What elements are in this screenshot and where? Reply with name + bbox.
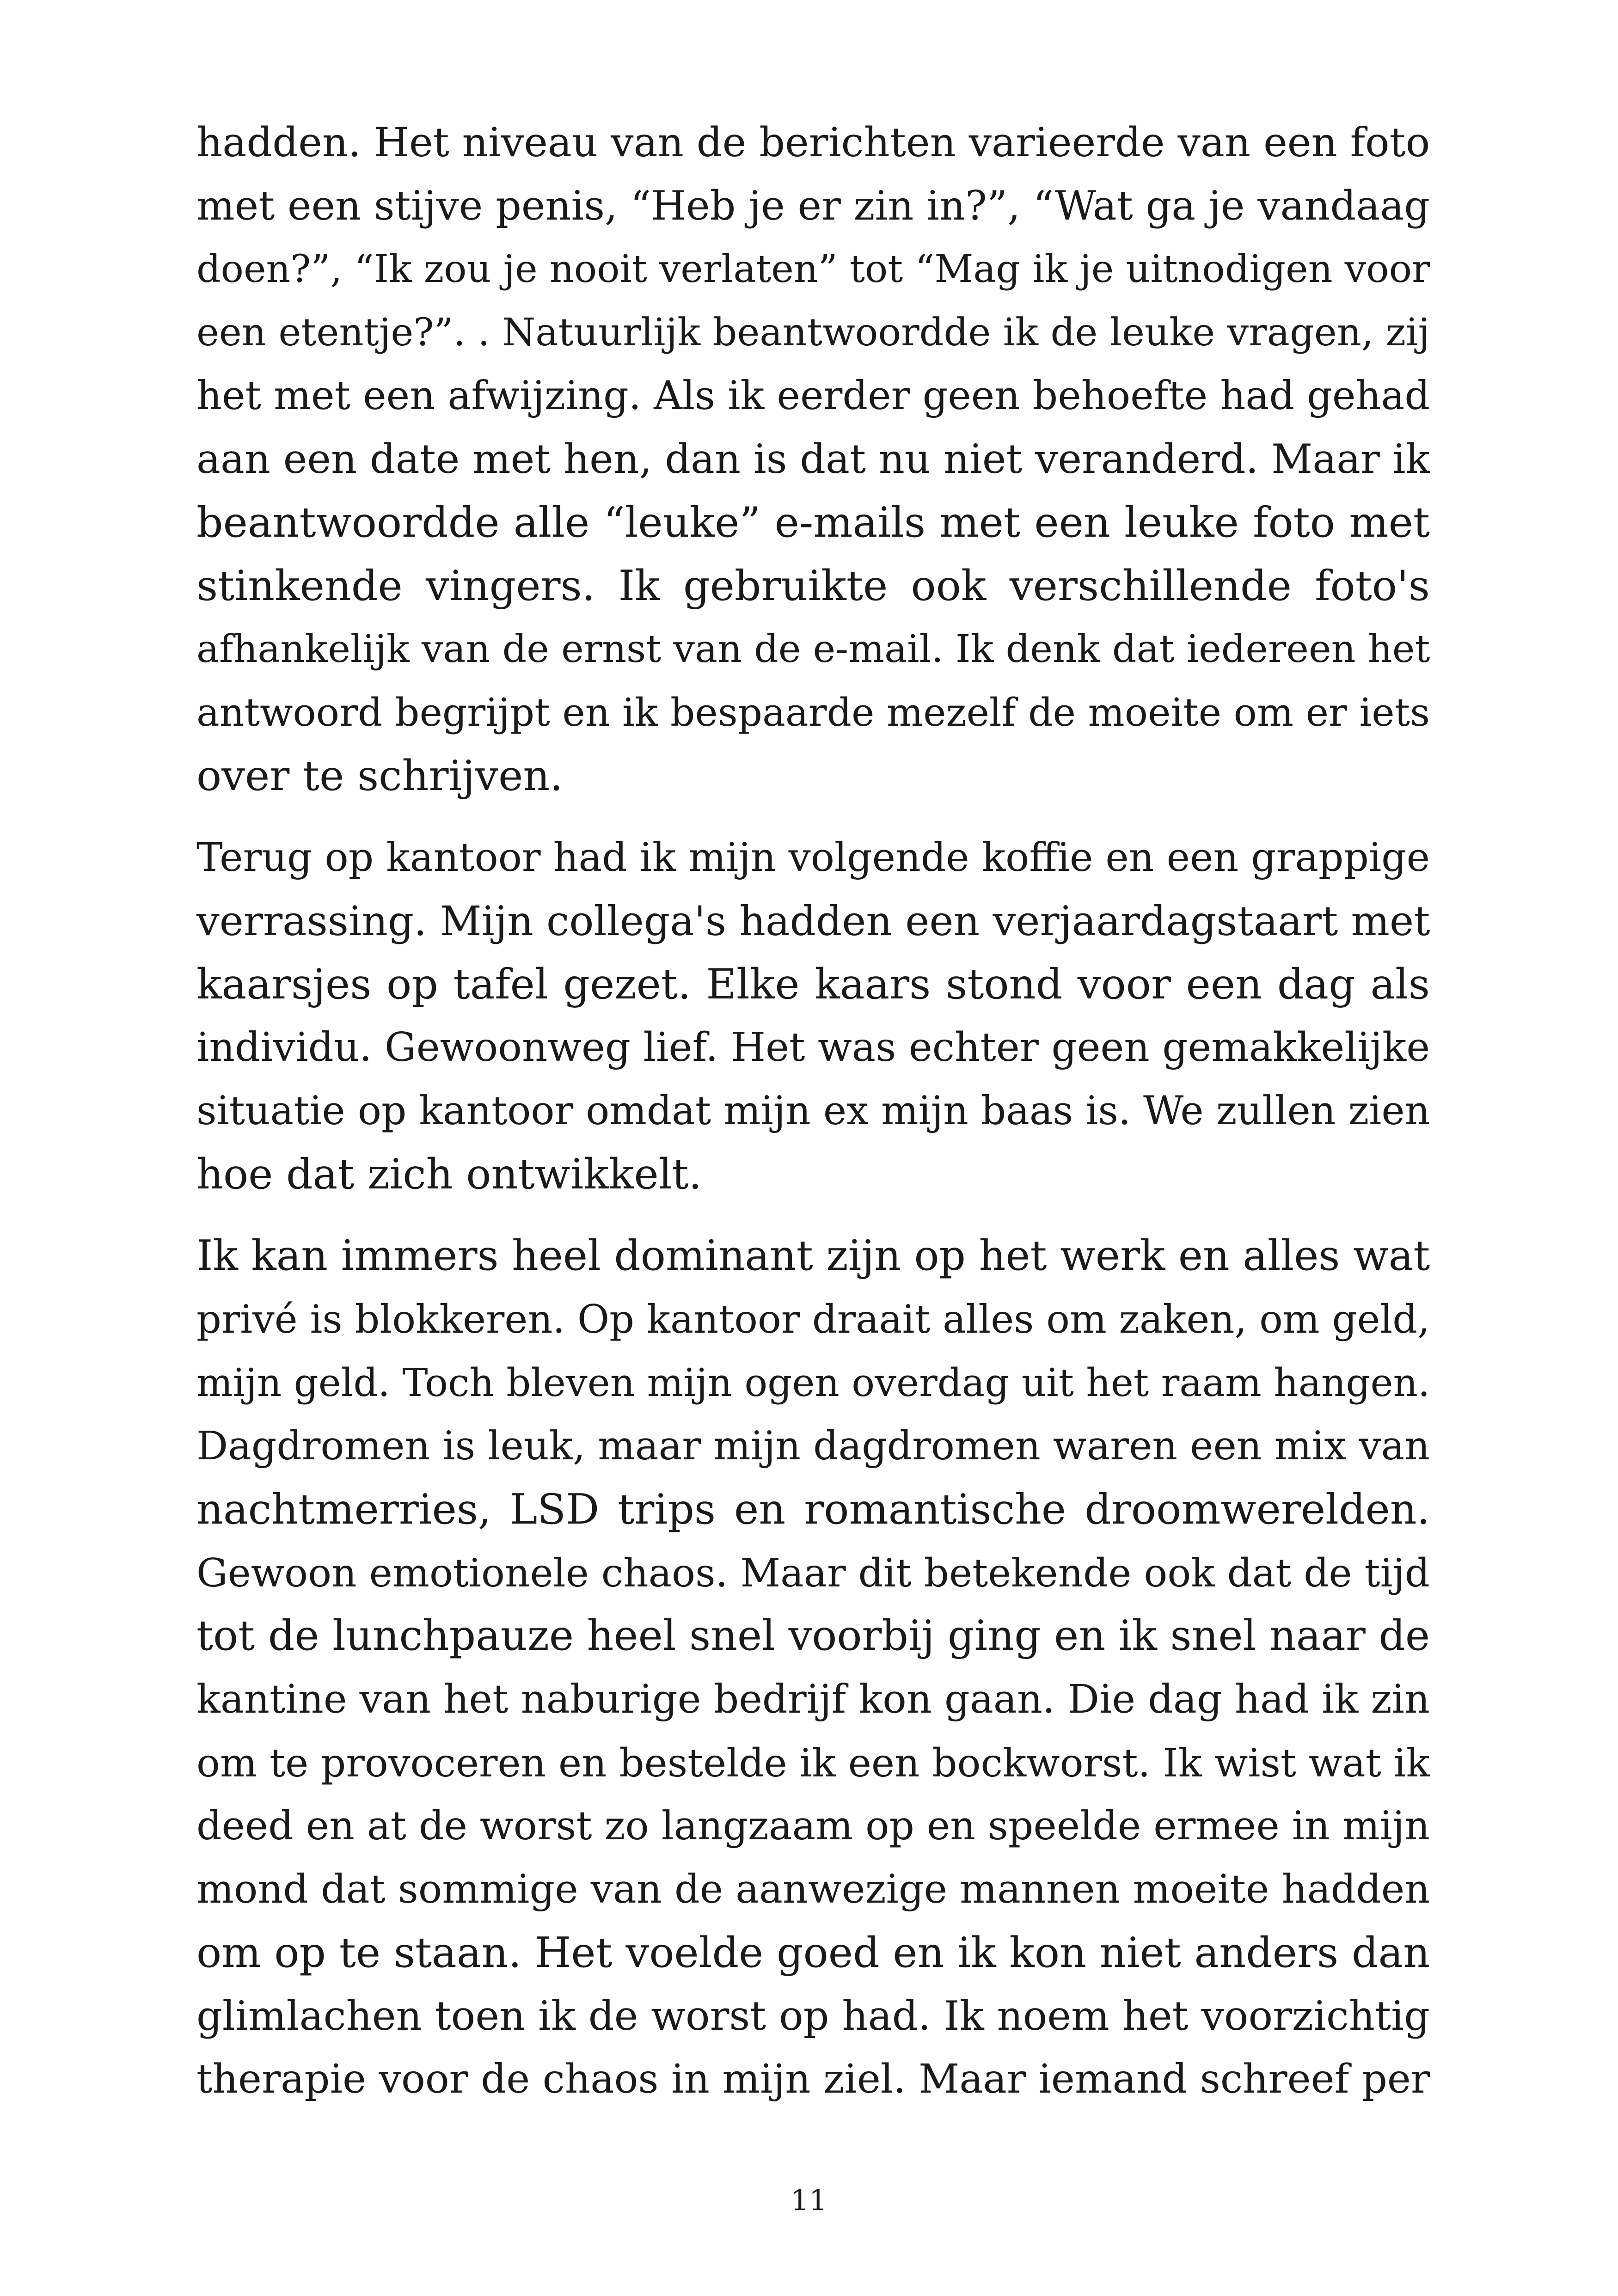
text-line: privé is blokkeren. Op kantoor draait alles om zaken, om geld, [196, 1297, 1430, 1342]
text-line: individu. Gewoonweg lief. Het was echter geen gemakkelijke [196, 1024, 1430, 1071]
text-line: kantine van het naburige bedrijf kon gaan. Die dag had ik zin [196, 1677, 1430, 1722]
text-line: Ik kan immers heel dominant zijn op het werk en alles wat [196, 1232, 1430, 1280]
text-line: Gewoon emotionele chaos. Maar dit betekende ook dat de tijd [196, 1550, 1430, 1596]
paragraph-2 [196, 826, 1430, 1206]
page-number: 11 [791, 2183, 827, 2217]
text-line: afhankelijk van de ernst van de e-mail. Ik denk dat iedereen het [196, 627, 1430, 671]
text-line: Dagdromen is leuk, maar mijn dagdromen waren een mix van [196, 1423, 1430, 1469]
text-line: aan een date met hen, dan is dat nu niet veranderd. Maar ik [196, 435, 1430, 483]
text-line: mond dat sommige van de aanwezige mannen moeite hadden [196, 1867, 1430, 1912]
text-line: verrassing. Mijn collega's hadden een verjaardagstaart met [196, 897, 1430, 945]
text-line: Terug op kantoor had ik mijn volgende koffie en een grappige [196, 835, 1430, 881]
text-line: situatie op kantoor omdat mijn ex mijn baas is. We zullen zien [196, 1088, 1430, 1134]
text-line: om te provoceren en bestelde ik een bockworst. Ik wist wat ik [196, 1740, 1430, 1786]
text-line: antwoord begrijpt en ik bespaarde mezelf de moeite om er iets [196, 690, 1430, 735]
text-line: hadden. Het niveau van de berichten varieerde van een foto [196, 119, 1430, 166]
text-line: kaarsjes op tafel gezet. Elke kaars stond voor een dag als [196, 960, 1430, 1009]
text-line: therapie voor de chaos in mijn ziel. Maar iemand schreef per [196, 2056, 1430, 2102]
text-line: deed en at de worst zo langzaam op en speelde ermee in mijn [196, 1803, 1430, 1849]
text-line: over te schrijven. [196, 752, 563, 800]
text-line: stinkende vingers. Ik gebruikte ook verschillende foto's [196, 562, 1430, 610]
text-line: tot de lunchpauze heel snel voorbij ging en ik snel naar de [196, 1612, 1430, 1660]
text-line: met een stijve penis, “Heb je er zin in?”, “Wat ga je vandaag [196, 182, 1430, 229]
paragraph-1 [196, 111, 1430, 808]
paragraph-3 [196, 1225, 1430, 2111]
text-line: doen?”, “Ik zou je nooit verlaten” tot “Mag ik je uitnodigen voor [196, 247, 1430, 291]
text-line: beantwoordde alle “leuke” e-mails met een leuke foto met [196, 498, 1430, 547]
text-line: het met een afwijzing. Als ik eerder geen behoefte had gehad [196, 373, 1430, 419]
text-line: hoe dat zich ontwikkelt. [196, 1150, 702, 1199]
text-line: een etentje?”. . Natuurlijk beantwoordde ik de leuke vragen, zij [196, 310, 1430, 355]
text-line: nachtmerries, LSD trips en romantische droomwerelden. [196, 1485, 1430, 1534]
text-line: glimlachen toen ik de worst op had. Ik noem het voorzichtig [196, 1992, 1430, 2039]
text-line: mijn geld. Toch bleven mijn ogen overdag uit het raam hangen. [196, 1360, 1430, 1405]
body-text [196, 111, 1430, 2130]
text-line: om op te staan. Het voelde goed en ik kon niet anders dan [196, 1929, 1430, 1977]
